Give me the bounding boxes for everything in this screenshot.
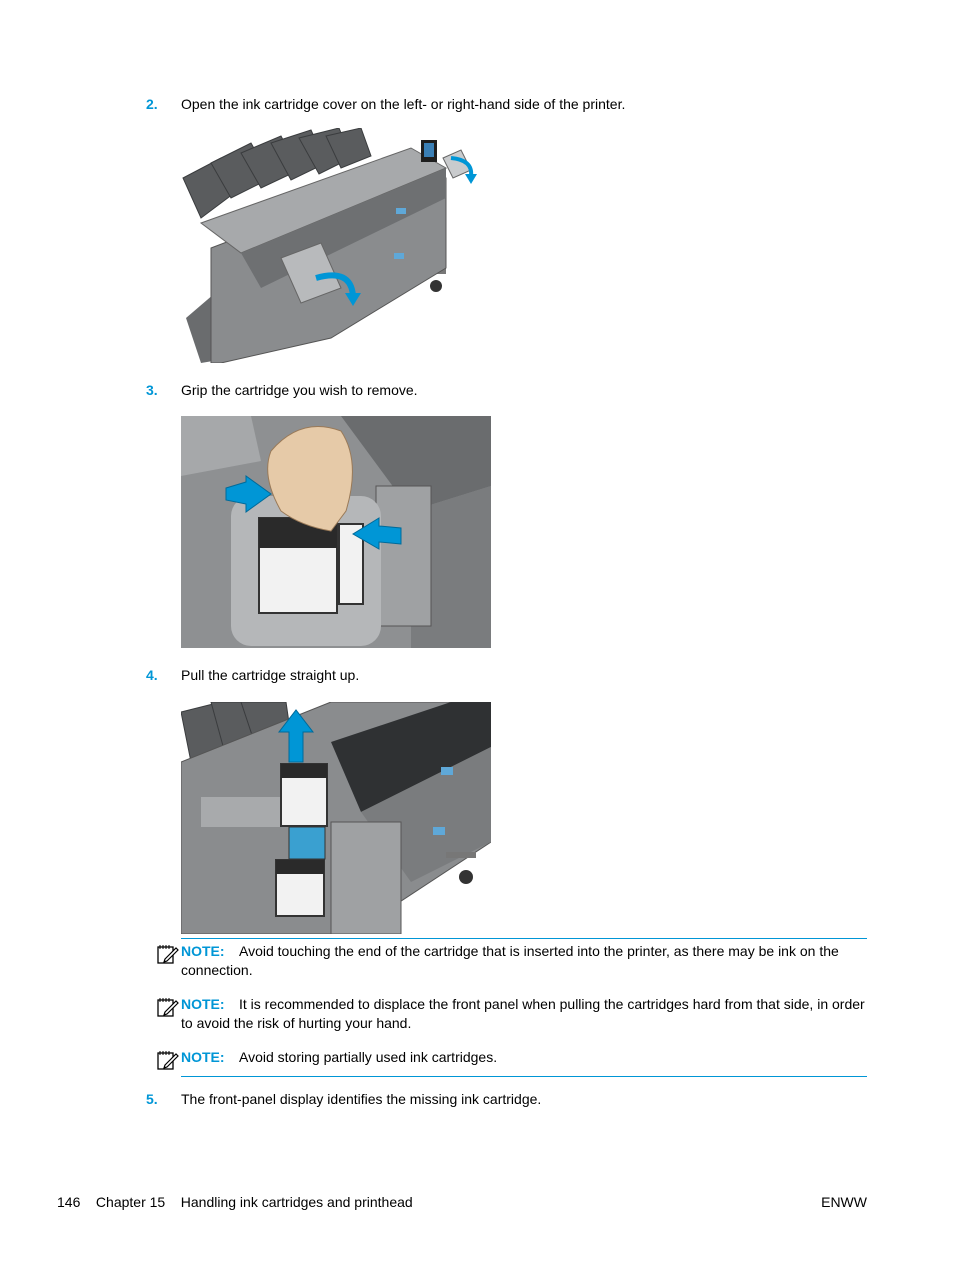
step-number: 4.: [146, 667, 158, 683]
step-number: 3.: [146, 382, 158, 398]
note-text: Avoid touching the end of the cartridge that is inserted into the printer, as there may be ink on the connection.: [181, 943, 839, 978]
note-icon: [157, 1049, 179, 1071]
figure-open-cover: [181, 128, 491, 363]
step-text: Open the ink cartridge cover on the left- or right-hand side of the printer.: [181, 96, 626, 112]
note-icon: [157, 943, 179, 965]
chapter-label: Chapter 15: [95, 1194, 166, 1210]
step-number: 5.: [146, 1091, 158, 1107]
note-text: Avoid storing partially used ink cartridges.: [239, 1049, 498, 1065]
note-text: It is recommended to displace the front panel when pulling the cartridges hard from that side, in order to avoid the risk of hurting your hand.: [181, 996, 865, 1031]
page-footer-left: [57, 1194, 413, 1210]
page-footer-right: ENWW: [821, 1194, 867, 1210]
figure-grip-cartridge: [181, 416, 491, 648]
note-top-rule: [181, 938, 867, 939]
step-text: Pull the cartridge straight up.: [181, 667, 360, 683]
step-text: The front-panel display identifies the missing ink cartridge.: [181, 1091, 542, 1107]
step-text: Grip the cartridge you wish to remove.: [181, 382, 418, 398]
step-number: 2.: [146, 96, 158, 112]
page-number: 146: [57, 1194, 81, 1210]
chapter-title: Handling ink cartridges and printhead: [180, 1194, 413, 1210]
note-icon: [157, 996, 179, 1018]
note-bottom-rule: [181, 1076, 867, 1077]
note-label: NOTE:: [181, 1049, 225, 1065]
figure-pull-cartridge: [181, 702, 491, 934]
note-label: NOTE:: [181, 996, 225, 1012]
note-label: NOTE:: [181, 943, 225, 959]
